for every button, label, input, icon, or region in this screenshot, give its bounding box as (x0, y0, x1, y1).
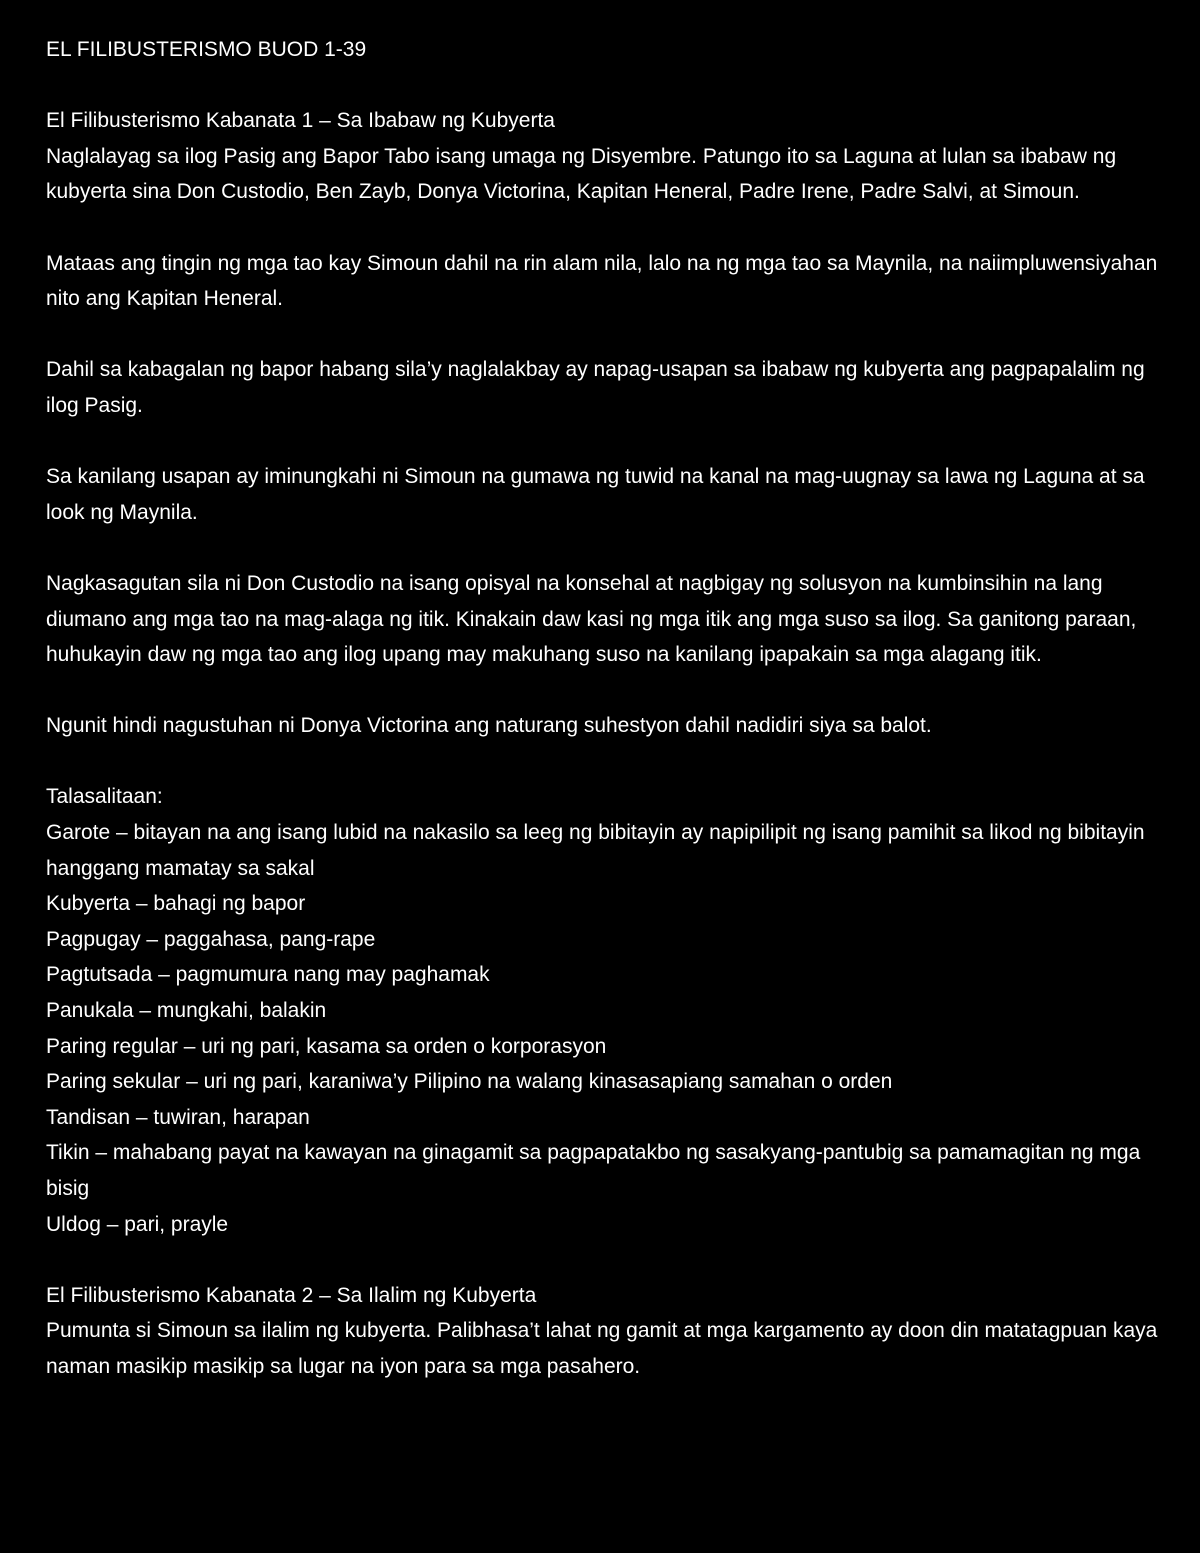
chapter-1-heading: El Filibusterismo Kabanata 1 – Sa Ibabaw ng Kubyerta (46, 109, 555, 133)
vocabulary-list (46, 815, 1160, 1242)
chapter-2-intro (46, 1278, 1160, 1385)
chapter-2-heading: El Filibusterismo Kabanata 2 – Sa Ilalim ng Kubyerta (46, 1283, 537, 1307)
vocabulary-item: Paring sekular – uri ng pari, karaniwa’y Pilipino na walang kinasasapiang samahan o orden (46, 1070, 893, 1094)
chapter-1-paragraph-6: Ngunit hindi nagustuhan ni Donya Victorina ang naturang suhestyon dahil nadidiri siya sa balot. (46, 714, 932, 738)
vocabulary-item: Kubyerta – bahagi ng bapor (46, 892, 306, 916)
vocabulary-item: Panukala – mungkahi, balakin (46, 999, 327, 1023)
document-title: EL FILIBUSTERISMO BUOD 1-39 (46, 38, 367, 61)
chapter-1-paragraph-3: Dahil sa kabagalan ng bapor habang sila’y naglalakbay ay napag-usapan sa ibabaw ng kubyerta ang pagpapalalim ng ilog Pasig. (46, 358, 1145, 417)
vocabulary-item: Tandisan – tuwiran, harapan (46, 1105, 310, 1129)
chapter-1-paragraph-5: Nagkasagutan sila ni Don Custodio na isang opisyal na konsehal at nagbigay ng solusyon na kumbinsihin na lang diumano ang mga tao na mag-alaga ng itik. Kinakain daw kasi ng mga itik ang mga suso sa ilog. Sa ganitong paraan, huhukayin daw ng mga tao ang ilog upang may makuhang suso na kanilang ipapakain sa mga alagang itik. (46, 571, 1137, 667)
chapter-2-section (46, 1278, 1160, 1385)
vocabulary-item: Pagpugay – paggahasa, pang-rape (46, 927, 376, 951)
chapter-1-intro (46, 103, 1160, 210)
vocabulary-item: Garote – bitayan na ang isang lubid na nakasilo sa leeg ng bibitayin ay napipilipit ng isang pamihit sa likod ng bibitayin hanggang mamatay sa sakal (46, 821, 1145, 880)
vocabulary-block (46, 779, 1160, 1242)
vocabulary-item: Uldog – pari, prayle (46, 1212, 229, 1236)
vocabulary-item: Tikin – mahabang payat na kawayan na ginagamit sa pagpapatakbo ng sasakyang-pantubig sa pamamagitan ng mga bisig (46, 1141, 1141, 1200)
chapter-1-paragraph-2: Mataas ang tingin ng mga tao kay Simoun dahil na rin alam nila, lalo na ng mga tao sa Maynila, na naiimpluwensiyahan nito ang Kapitan Heneral. (46, 251, 1158, 311)
vocabulary-heading: Talasalitaan: (46, 785, 163, 809)
vocabulary-item: Pagtutsada – pagmumura nang may paghamak (46, 963, 490, 987)
chapter-2-paragraph-1: Pumunta si Simoun sa ilalim ng kubyerta. Palibhasa’t lahat ng gamit at mga kargamento ay doon din matatagpuan kaya naman masikip masikip sa lugar na iyon para sa mga pasahero. (46, 1319, 1158, 1378)
chapter-1-paragraph-1: Naglalayag sa ilog Pasig ang Bapor Tabo isang umaga ng Disyembre. Patungo ito sa Laguna at lulan sa ibabaw ng kubyerta sina Don Custodio, Ben Zayb, Donya Victorina, Kapitan Heneral, Padre Irene, Padre Salvi, at Simoun. (46, 144, 1117, 204)
chapter-1-section (46, 103, 1160, 1242)
vocabulary-item: Paring regular – uri ng pari, kasama sa orden o korporasyon (46, 1034, 607, 1058)
chapter-1-paragraph-4: Sa kanilang usapan ay iminungkahi ni Simoun na gumawa ng tuwid na kanal na mag-uugnay sa lawa ng Laguna at sa look ng Maynila. (46, 465, 1145, 524)
